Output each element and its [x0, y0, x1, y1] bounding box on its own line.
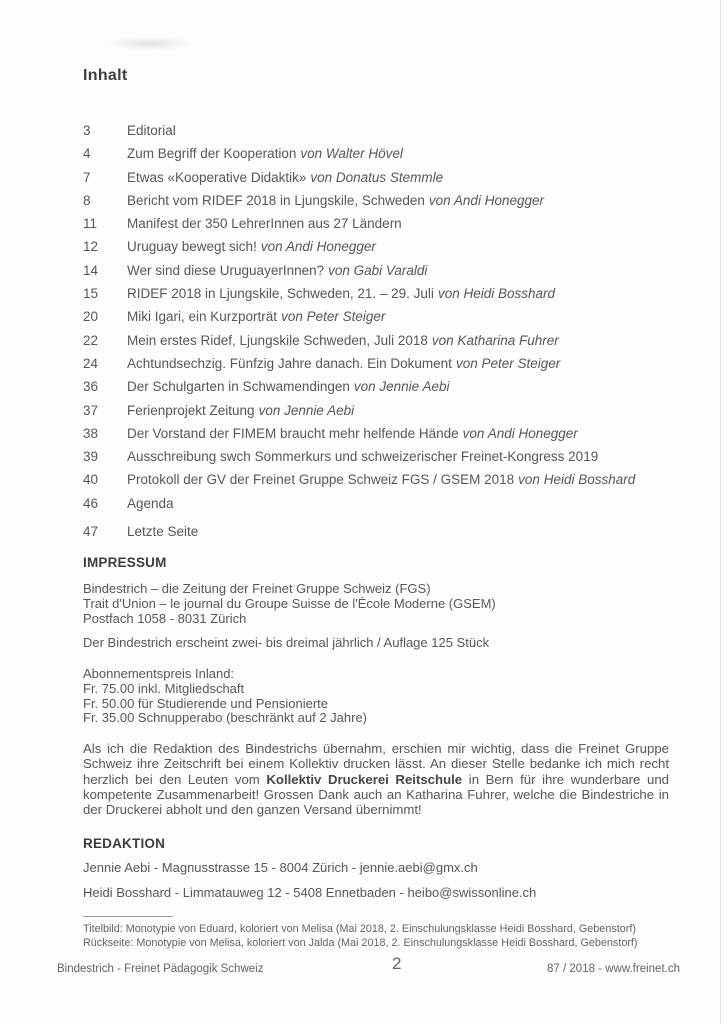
printer-collective-name: Kollektiv Druckerei Reitschule [266, 771, 463, 787]
toc-page-number: 8 [83, 192, 91, 208]
toc-entry [83, 468, 669, 491]
toc-entry-author: von Peter Steiger [281, 309, 386, 325]
subscription-line: Fr. 75.00 inkl. Mitgliedschaft [83, 680, 245, 696]
toc-entry-text: Ausschreibung swch Sommerkurs und schweizerischer Freinet-Kongress 2019 [127, 449, 599, 465]
toc-entry-title [127, 166, 669, 189]
toc-entry [83, 352, 669, 375]
toc-entry-title [127, 520, 669, 543]
toc-entry-author: von Heidi Bosshard [518, 472, 636, 488]
toc-entry-text: Miki Igari, ein Kurzporträt [127, 309, 278, 325]
scan-smudge-artifact [104, 37, 196, 50]
toc-entry [83, 259, 669, 282]
table-of-contents [83, 119, 669, 543]
toc-page-number: 4 [83, 146, 91, 162]
toc-page-number: 38 [83, 425, 99, 441]
subscription-prices [83, 667, 669, 726]
toc-page-number: 46 [83, 495, 99, 511]
toc-entry-title [127, 329, 669, 352]
cover-credits-footnote [83, 916, 638, 950]
printing-note [83, 741, 669, 817]
toc-entry [83, 329, 669, 352]
toc-page-number: 22 [83, 332, 99, 348]
toc-entry-text: Der Schulgarten in Schwamendingen [127, 379, 350, 395]
toc-entry-text: Bericht vom RIDEF 2018 in Ljungskile, Schweden [127, 192, 425, 208]
toc-entry-author: von Gabi Varaldi [328, 262, 428, 278]
toc-page-number: 7 [83, 169, 91, 185]
toc-entry-text: Wer sind diese UruguayerInnen? [127, 262, 325, 278]
toc-page-number: 39 [83, 449, 99, 465]
toc-entry-text: Achtundsechzig. Fünfzig Jahre danach. Ein Dokument [127, 355, 452, 371]
toc-page-number: 47 [83, 524, 99, 540]
toc-entry-text: Editorial [127, 123, 176, 138]
footnote-lines [83, 923, 638, 950]
toc-entry [83, 282, 669, 305]
toc-entry [83, 375, 669, 398]
toc-entry-text: Ferienprojekt Zeitung [127, 402, 255, 418]
toc-page-number: 40 [83, 472, 99, 488]
impressum-heading: IMPRESSUM [83, 555, 167, 571]
impressum-address [83, 582, 669, 626]
toc-entry-author: von Katharina Fuhrer [431, 332, 559, 348]
toc-entry-text: Agenda [127, 495, 174, 511]
toc-entry-title [127, 399, 669, 422]
toc-entry-title [127, 305, 669, 328]
impressum-address-line: Bindestrich – die Zeitung der Freinet Gruppe Schweiz (FGS) [83, 581, 431, 597]
toc-entry-author: von Walter Hövel [300, 146, 403, 162]
toc-page-number: 11 [83, 216, 98, 232]
frequency-line: Der Bindestrich erscheint zwei- bis dreimal jährlich / Auflage 125 Stück [83, 635, 490, 651]
toc-page-number: 12 [83, 239, 99, 255]
toc-page-number: 14 [83, 262, 99, 278]
footnote-line: Rückseite: Monotypie von Melisa, koloriert von Jalda (Mai 2018, 2. Einschulungsklasse Heidi Bosshard, Gebenstorf) [83, 936, 638, 949]
subscription-line: Abonnementspreis Inland: [83, 666, 235, 682]
toc-entry-text: RIDEF 2018 in Ljungskile, Schweden, 21. – 29. Juli [127, 286, 434, 302]
toc-entry [83, 520, 669, 543]
toc-entry-title [127, 352, 669, 375]
toc-entry-title [127, 282, 669, 305]
footer-page-number: 2 [392, 954, 402, 973]
redaktion-contact-line: Jennie Aebi - Magnusstrasse 15 - 8004 Zürich - jennie.aebi@gmx.ch [83, 860, 478, 876]
subscription-line: Fr. 35.00 Schnupperabo (beschränkt auf 2 Jahre) [83, 710, 368, 726]
toc-entry-title [127, 422, 669, 445]
scan-edge-artifact [720, 0, 721, 1024]
impressum-address-line: Trait d'Union – le journal du Groupe Suisse de l'École Moderne (GSEM) [83, 596, 496, 612]
toc-entry-text: Protokoll der GV der Freinet Gruppe Schweiz FGS / GSEM 2018 [127, 472, 515, 488]
toc-entry-author: von Andi Honegger [428, 192, 544, 208]
toc-entry [83, 422, 669, 445]
toc-entry-text: Der Vorstand der FIMEM braucht mehr helfende Hände [127, 425, 459, 441]
toc-entry-text: Mein erstes Ridef, Ljungskile Schweden, Juli 2018 [127, 332, 428, 348]
toc-entry-title [127, 189, 669, 212]
toc-entry-author: von Andi Honegger [260, 239, 376, 255]
toc-entry [83, 445, 669, 468]
toc-entry-author: von Peter Steiger [455, 355, 561, 371]
toc-entry [83, 166, 669, 189]
toc-page-number: 24 [83, 355, 99, 371]
toc-entry [83, 235, 669, 258]
toc-entry [83, 305, 669, 328]
toc-entry [83, 492, 669, 515]
toc-entry-author: von Jennie Aebi [353, 379, 450, 395]
printing-note-text-continued: in Bern für ihre wunderbare und kompetente Zusammenarbeit! Grossen Dank auch an Katharina Fuhrer, welche die Bindestriche in der Druckerei abholt und den ganzen Versand übernimmt! [83, 771, 669, 818]
toc-page-number: 37 [83, 402, 99, 418]
toc-entry-author: von Andi Honegger [462, 425, 578, 441]
toc-entry [83, 142, 669, 165]
toc-page-number: 15 [83, 286, 99, 302]
toc-entry-author: von Jennie Aebi [258, 402, 355, 418]
toc-entry-title [127, 142, 669, 165]
subscription-line: Fr. 50.00 für Studierende und Pensionierte [83, 695, 328, 711]
printing-note-text: Als ich die Redaktion des Bindestrichs übernahm, erschien mir wichtig, dass die Freinet Gruppe Schweiz ihre Zeitschrift bei einem Kollektiv drucken lässt. An dieser Stelle bedanke ich mich recht herzlich bei den Leuten vom [83, 740, 669, 787]
toc-entry [83, 189, 669, 212]
toc-entry-title [127, 235, 669, 258]
toc-entry-text: Etwas «Kooperative Didaktik» [127, 169, 307, 185]
toc-entry-title [127, 119, 669, 142]
toc-entry-text: Manifest der 350 LehrerInnen aus 27 Ländern [127, 216, 402, 232]
toc-entry [83, 399, 669, 422]
footnote-divider [83, 916, 173, 917]
footer-journal-name: Bindestrich - Freinet Pädagogik Schweiz [57, 963, 264, 975]
redaktion-heading: REDAKTION [83, 836, 166, 852]
impressum-address-line: Postfach 1058 - 8031 Zürich [83, 610, 247, 626]
toc-entry-author: von Donatus Stemmle [310, 169, 444, 185]
toc-entry-title [127, 375, 669, 398]
footnote-line: Titelbild: Monotypie von Eduard, koloriert von Melisa (Mai 2018, 2. Einschulungsklasse Heidi Bosshard, Gebenstorf) [83, 923, 636, 935]
toc-entry-text: Letzte Seite [127, 524, 199, 540]
toc-entry [83, 212, 669, 235]
toc-entry [83, 119, 669, 142]
redaktion-contacts [83, 861, 669, 900]
redaktion-contact-line: Heidi Bosshard - Limmatauweg 12 - 5408 Ennetbaden - heibo@swissonline.ch [83, 884, 537, 900]
toc-page-number: 3 [83, 123, 91, 138]
toc-entry-text: Uruguay bewegt sich! [127, 239, 257, 255]
toc-entry-title [127, 259, 669, 282]
toc-entry-title [127, 212, 669, 235]
toc-entry-title [127, 468, 669, 491]
toc-entry-author: von Heidi Bosshard [437, 286, 556, 302]
toc-entry-title [127, 492, 669, 515]
toc-page-number: 20 [83, 309, 99, 325]
page-title: Inhalt [83, 67, 128, 84]
toc-page-number: 36 [83, 379, 99, 395]
toc-entry-text: Zum Begriff der Kooperation [127, 146, 297, 162]
toc-entry-title [127, 445, 669, 468]
footer-issue-info: 87 / 2018 - www.freinet.ch [547, 963, 680, 975]
